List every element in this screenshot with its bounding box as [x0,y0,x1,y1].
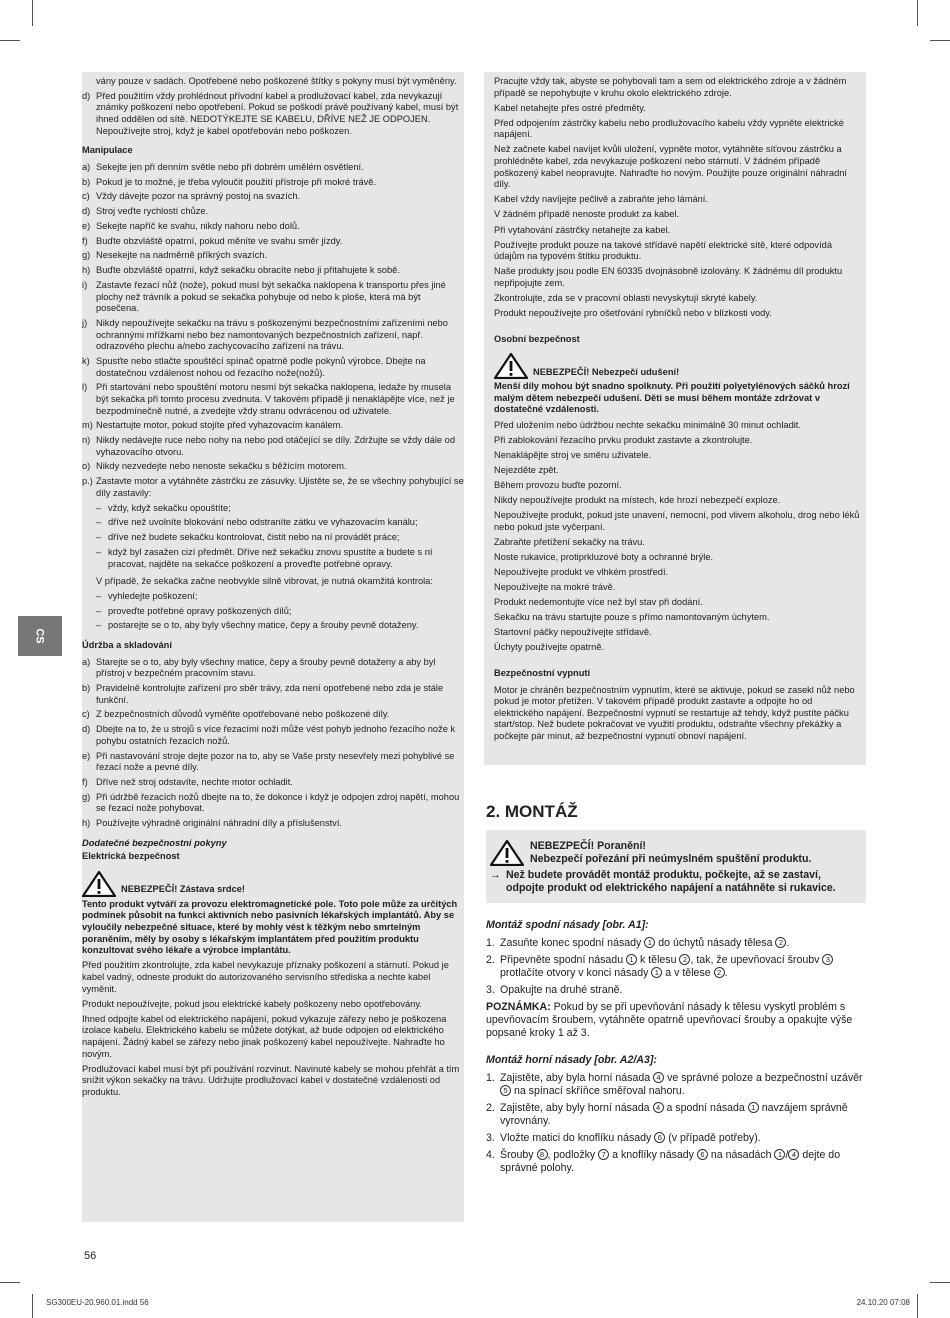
assembly-section [486,802,866,1179]
list-label: h) [82,265,91,276]
paragraph: Než začnete kabel navíjet kvůli uložení, vypněte motor, vytáhněte síťovou zástrčku a prohlédněte kabel, zda nevykazuje poškození nebo stárnutí. V žádném případě poškozený kabel neopravujte. Nahraďte ho novým. Použijte pouze originální náhradní díly. [494,144,848,190]
list-item [82,280,464,315]
list-item [82,476,464,499]
list-label: a) [82,656,91,667]
list-text: Sekejte jen při denním světle nebo při dobrém umělém osvětlení. [96,161,364,172]
list-label: c) [82,709,90,720]
paragraph: Úchyty používejte opatrně. [494,642,605,653]
step-label: 1. [486,1072,495,1084]
language-tab: CS [18,616,62,656]
dash-text: vždy, když sekačku opouštíte; [108,502,231,513]
dash-item [82,547,464,570]
list-text: Pravidelně kontrolujte zařízení pro sběr trávy, zda není opotřebené nebo zda je stále funkční. [96,683,444,705]
paragraph: Při zablokování řezacího prvku produkt zastavte a zkontrolujte. [494,434,753,445]
additional-safety-heading: Dodatečné bezpečnostní pokyny [82,837,227,848]
part-number-icon: 2 [775,937,786,948]
step-text-part: Připevněte spodní násadu [500,954,627,966]
upper-handle-steps [486,1072,866,1175]
list-label: d) [82,206,91,217]
part-number-icon: 4 [788,1149,799,1160]
step-item [486,1149,866,1175]
arrow-right-icon: → [490,869,501,881]
crop-mark [917,0,918,26]
part-number-icon: 6 [654,1132,665,1143]
step-text [500,1132,866,1145]
part-number-icon: 1 [644,937,655,948]
step-label: 4. [486,1149,495,1161]
step-text-part: . [786,937,790,949]
list-item [82,382,464,417]
paragraph: Před odpojením zástrčky kabelu nebo prodlužovacího kabelu vždy vypněte elektrické napájení. [494,117,844,140]
list-text: Stroj veďte rychlostí chůze. [96,206,209,217]
list-label: b) [82,683,91,694]
list-text: Buďte obzvláště opatrní, když sekačku obracíte nebo ji přitahujete k sobě. [96,265,400,276]
step-text-part: dejte do správné polohy. [500,1149,841,1174]
paragraph: Noste rukavice, protiprkluzové boty a ochranné brýle. [494,551,714,562]
warning-triangle-icon [494,353,528,379]
dash-text: postarejte se o to, aby byly všechny matice, čepy a šrouby pevně dotaženy. [108,620,419,631]
step-text-part: / [785,1149,789,1161]
list-text: Dbejte na to, že u strojů s více řezacími noži může vést pohyb jednoho řezacího nože k pohybu ostatních řezacích nožů. [96,724,456,746]
paragraph: Nepoužívejte produkt, pokud jste unavení, nemocní, pod vlivem alkoholu, drog nebo léků nebo pokud jste vyčerpaní. [494,510,860,532]
step-label: 2. [486,1102,495,1114]
suffocation-warning-text: Menší díly mohou být snadno spolknuty. Při použití polyetylénových sáčků hrozí malým dětem nebezpečí udušení. Děti se musí během montáže zdržovat v dostatečné vzdálenosti. [494,381,850,415]
part-number-icon: 1 [651,967,662,978]
step-label: 3. [486,984,495,996]
paragraph: V žádném případě nenoste produkt za kabel. [494,209,680,220]
list-item [82,265,464,277]
safety-shutdown-text: Motor je chráněn bezpečnostním vypnutím, které se aktivuje, pokud se zasekl nůž nebo pokud je motor přetížen. V takovém případě produkt zastavte a odpojte ho od elektrického napájení. Bezpečnostní vypnutí se restartuje až tehdy, když pustíte páčku start/stop. Než budete pokračovat ve využití produktu, odstraňte všechny překážky a počkejte pár minut, až bezpečnostní vypnutí obnoví napájení. [494,684,855,742]
list-text: Starejte se o to, aby byly všechny matice, čepy a šrouby pevně dotaženy a aby byl přístroj v bezpečném pracovním stavu. [96,656,436,679]
list-text: Nikdy nezvedejte nebo nenoste sekačku s běžícím motorem. [96,461,347,472]
list-text: Vždy dávejte pozor na správný postoj na svazích. [96,191,301,202]
list-label: n) [82,435,91,446]
vibration-intro: V případě, že sekačka začne neobvykle silně vibrovat, je nutná okamžitá kontrola: [96,576,433,587]
crop-mark [32,1294,33,1318]
paragraph: Používejte produkt pouze na takové střídavé napětí elektrické sítě, které odpovídá údajům na typovém štítku produktu. [494,239,832,262]
list-label: p.) [82,476,93,487]
list-text: Nestartujte motor, pokud stojíte před vyhazovacím kanálem. [96,420,344,431]
step-text-part: (v případě potřeby). [665,1132,761,1144]
electrical-paragraphs-continued [486,76,866,320]
dash-icon: – [96,620,102,631]
step-text-part: . [724,967,728,979]
warning-triangle-icon [82,871,116,897]
dash-text: vyhledejte poškození; [108,590,198,601]
suffocation-warning: NEBEZPEČÍ! Nebezpečí udušení! [486,353,866,379]
list-label: f) [82,235,88,246]
list-text: Dříve než stroj odstavíte, nechte motor ochladit. [96,776,293,787]
dash-text: dříve než uvolníte blokování nebo odstraníte zátku ve vyhazovacím kanálu; [108,517,418,528]
list-item [82,236,464,248]
part-number-icon: 8 [537,1149,548,1160]
paragraph: Před uložením nebo údržbou nechte sekačku minimálně 30 minut ochladit. [494,419,801,430]
crop-mark [930,40,950,41]
list-label: m) [82,420,93,431]
list-text: Při údržbě řezacích nožů dbejte na to, že dokonce i když je odpojen zdroj napětí, mohou se řezací nože pohybovat. [96,791,460,814]
right-column [486,76,866,746]
danger-subtitle: Nebezpečí pořezání při neúmyslném spuštění produktu. [530,853,812,865]
list-item [82,221,464,233]
dash-item [82,620,464,632]
list-item [82,818,464,830]
part-number-icon: 5 [500,1085,511,1096]
list-label: f) [82,776,88,787]
paragraph: Produkt nedemontujte více než byl stav při dodání. [494,597,703,608]
list-text: Zastavte motor a vytáhněte zástrčku ze zásuvky. Ujistěte se, že se všechny pohybující se díly zastavily: [96,476,464,498]
paragraph: Startovní páčky nepoužívejte střídavě. [494,627,652,638]
dash-item [82,606,464,618]
crop-mark [0,40,20,41]
dash-text: když byl zasažen cizí předmět. Dříve než sekačku znovu spustíte a budete s ní pracovat, najděte na sekačce poškození a proveďte potřebné opravy. [108,546,433,569]
paragraph: Nejezděte zpět. [494,464,559,475]
safety-shutdown-heading: Bezpečnostní vypnutí [494,668,591,679]
footer-date: 24.10.20 07:08 [856,1298,910,1307]
step-text-part: do úchytů násady tělesa [655,937,776,949]
step-text-part: Opakujte na druhé straně. [500,984,623,996]
list-text: Spusťte nebo stlačte spouštěcí spínač opatrně podle pokynů výrobce. Dbejte na dostatečnou vzdálenost nohou od řezacího nože(nožů). [96,355,426,378]
paragraph: Kabel vždy navíjejte pečlivě a zabraňte jeho lámání. [494,194,708,205]
dash-icon: – [96,605,102,616]
list-item [82,777,464,789]
part-number-icon: 4 [653,1072,664,1083]
part-number-icon: 2 [679,954,690,965]
list-text: Sekejte napříč ke svahu, nikdy nahoru nebo dolů. [96,220,300,231]
list-item [82,709,464,721]
paragraph: Nenaklápějte stroj ve směru uživatele. [494,449,652,460]
paragraph: Produkt nepoužívejte pro ošetřování rybníčků nebo v blízkosti vody. [494,308,772,319]
part-number-icon: 4 [653,1102,664,1113]
step-text-part: Zajistěte, aby byla horní násada [500,1072,654,1084]
list-label: o) [82,461,91,472]
list-label: d) [82,724,91,735]
manipulation-list [82,162,464,500]
list-text: Při startování nebo spouštění motoru nesmí být sekačka naklopena, ledaže by musela být sekačka při tomto procesu zvednuta. V takovém případě ji nenaklápějte více, než je bezpodmínečně nutné, a zvedejte vždy stranu odvrácenou od uživatele. [96,382,455,416]
crop-mark [917,1294,918,1318]
list-text: Při nastavování stroje dejte pozor na to, aby se Vaše prsty nesevřely mezi pohyblivé se řezací nože a pevné díly. [96,750,455,773]
list-item [82,461,464,473]
maintenance-heading: Údržba a skladování [82,640,172,651]
upper-handle-heading: Montáž horní násady [obr. A2/A3]: [486,1054,657,1066]
step-item [486,1102,866,1128]
list-text: Z bezpečnostních důvodů vyměňte opotřebované nebo poškozené díly. [96,709,390,720]
step-text [500,954,866,980]
step-item [486,1072,866,1098]
list-label: g) [82,250,91,261]
list-label: k) [82,355,90,366]
paragraph: Nepoužívejte na mokré trávě. [494,582,616,593]
list-item [82,724,464,747]
list-label: e) [82,750,91,761]
paragraph: Sekačku na trávu startujte pouze s přímo namontovaným úchytem. [494,612,770,623]
injury-danger-box [486,830,866,903]
list-text: Zastavte řezací nůž (nože), pokud musí být sekačka naklopena k transportu přes jiné plochy než trávník a pokud se sekačka pohybuje od nebo k ploše, která má být posečena. [96,280,446,314]
list-item [82,206,464,218]
part-number-icon: 6 [697,1149,708,1160]
list-label: i) [82,280,88,290]
paragraph: Před použitím zkontrolujte, zda kabel nevykazuje příznaky poškození a stárnutí. Pokud je kabel vadný, odneste produkt do autorizovaného servisního střediska a nechte kabel vyměnit. [82,960,449,994]
list-label: a) [82,161,91,172]
step-text-part: na spínací skříňce směřoval nahoru. [511,1085,685,1097]
step-text-part: , podložky [547,1149,599,1161]
step-text-part: a spodní násada [663,1102,748,1114]
list-item [82,792,464,815]
danger-title: NEBEZPEČÍ! Poranění! [530,840,646,852]
maintenance-list [82,657,464,830]
list-label: j) [82,317,88,328]
list-item [82,250,464,262]
step-text-part: , tak, že upevňovací šroubv [690,954,823,966]
list-label: c) [82,191,90,202]
paragraph: Zkontrolujte, zda se v pracovní oblasti nevyskytují skryté kabely. [494,293,758,303]
step-text-part: protlačíte otvory v konci násady [500,967,652,979]
list-item [82,356,464,379]
part-number-icon: 1 [774,1149,785,1160]
step-text-part: Šrouby [500,1149,537,1161]
crop-mark [930,1282,950,1283]
heart-warning: NEBEZPEČÍ! Zástava srdce! [82,871,464,897]
list-item: d) Před použitím vždy prohlédnout přívodní kabel a prodlužovací kabel, zda nevykazují známky poškození nebo opotřebení. Pokud se poškodí právě používaný kabel, musí být ihned oddělen od sítě. NEDOTÝKEJTE SE KABELU, DŘÍVE NEŽ JE ODPOJEN. Nepoužívejte stroj, když je kabel opotřebován nebo poškozen. [82,90,459,136]
list-text: Buďte obzvláště opatrní, pokud měníte ve svahu směr jízdy. [96,235,343,246]
step-text-part: navzájem správně vyrovnány. [500,1102,848,1127]
step-text [500,984,866,997]
list-item [82,657,464,680]
step-text [500,1149,866,1175]
dash-text: proveďte potřebné opravy poškozených dílů; [108,605,292,616]
step-text-part: Zajistěte, aby byly horní násada [500,1102,653,1114]
paragraph: Prodlužovací kabel musí být při používání rozvinut. Navinuté kabely se mohou přehřát a tím snížit výkon sekačky na trávu. Udržujte prodlužovací kabel v dostatečné vzdálenosti od produktu. [82,1063,460,1097]
part-number-icon: 1 [626,954,637,965]
electrical-safety-heading: Elektrická bezpečnost [82,851,180,862]
heart-warning-text: Tento produkt vytváří za provozu elektromagnetické pole. Toto pole může za určitých podmínek působit na funkci aktivních nebo pasivních lékařských implantátů. Aby se vyloučily nebezpečné situace, které by mohly vést k těžkým nebo smrtelným poraněním, měly by osoby s lékařským implantátem před použitím produktu konzultovat svého lékaře a výrobce implantátu. [82,898,458,956]
danger-instruction: → Než budete provádět montáž produktu, počkejte, až se zastaví, odpojte produkt od elektrického napájení a natáhněte si rukavice. [490,869,836,894]
dash-icon: – [96,532,102,543]
dash-item [82,591,464,603]
step-text-part: a knoflíky násady [609,1149,697,1161]
step-item [486,984,866,997]
personal-safety-paragraphs [486,420,866,655]
dash-item [82,503,464,515]
paragraph: Naše produkty jsou podle EN 60335 dvojnásobně izolovány. K žádnému díl produktu nepřipojujte zem. [494,266,843,288]
step-text-part: na násadách [707,1149,775,1161]
list-text: Nikdy nedávejte ruce nebo nohy na nebo pod otáčející se díly. Zdržujte se vždy dále od vyhazovacího otvoru. [96,435,456,457]
step-label: 1. [486,937,495,949]
list-text: Pokud je to možné, je třeba vyloučit použití přístroje při mokré trávě. [96,176,377,187]
step-text-part: ve správné poloze a bezpečnostní uzávěr [664,1072,863,1084]
page-number: 56 [84,1250,97,1262]
step-item [486,937,866,950]
paragraph: Při vytahování zástrčky netahejte za kabel. [494,224,671,235]
part-number-icon: 3 [822,954,833,965]
step-label: 3. [486,1132,495,1144]
crop-mark [32,0,33,26]
list-text: Nikdy nepoužívejte sekačku na trávu s poškozenými bezpečnostními zařízeními nebo ochrannými mřížkami nebo bez namontovaných bezpečnostních zařízení, např. odrazového plechu a/nebo zachycovacího zařízení na trávu. [96,317,448,352]
step-text [500,1102,866,1128]
footer-file: SG300EU-20.960.01.indd 56 [46,1298,149,1307]
step-text-part: Zasuňte konec spodní násady [500,937,645,949]
paragraph: Kabel netahejte přes ostré předměty. [494,102,646,113]
paragraph: Zabraňte přetížení sekačky na trávu. [494,536,645,547]
list-item [82,683,464,706]
dash-icon: – [96,590,102,601]
list-label: l) [82,382,88,393]
part-number-icon: 7 [598,1149,609,1160]
paragraph: Produkt nepoužívejte, pokud jsou elektrické kabely poškozeny nebo opotřebovány. [82,998,422,1009]
part-number-icon: 2 [714,967,725,978]
step-item [486,1132,866,1145]
electrical-paragraphs [82,960,464,1098]
note: POZNÁMKA: Pokud by se při upevňování násady k tělesu vyskytl problém s upevňovacím šroubem, vytáhněte opatrně upevňovací šrouby a opakujte výše popsané kroky 1 až 3. [486,1001,853,1039]
vibration-list [82,591,464,632]
step-item [486,954,866,980]
list-item [82,177,464,189]
paragraph: Nepoužívejte produkt ve vlhkém prostředí. [494,567,669,577]
step-text-part: k tělesu [637,954,680,966]
part-number-icon: 1 [748,1102,759,1113]
list-text: Nesekejte na nadměrně příkrých svazích. [96,250,268,261]
dash-item [82,517,464,529]
paragraph: Ihned odpojte kabel od elektrického napájení, pokud vykazuje zářezy nebo je poškozena izolace kabelu. Elektrického kabelu se můžete dotýkat, až bude odpojen od elektrického napájení. Žádný kabel se zářezy nebo jinak poškozený kabel nepoužívejte. Nahraďte ho novým. [82,1013,447,1059]
list-label: b) [82,176,91,187]
list-label: h) [82,818,91,829]
list-item [82,191,464,203]
intro-text: vány pouze v sadách. Opotřebené nebo poškozené štítky s pokyny musí být vyměněny. [96,76,457,86]
list-item [82,318,464,353]
paragraph: Pracujte vždy tak, abyste se pohybovali tam a sem od elektrického zdroje a v žádném případě se nepohybujte v kruhu okolo elektrického zdroje. [494,76,847,98]
dash-icon: – [96,502,102,513]
list-text: Používejte výhradně originální náhradní díly a příslušenství. [96,818,342,829]
dash-text: dříve než budete sekačku kontrolovat, čistit nebo na ní provádět práce; [108,532,400,543]
personal-safety-heading: Osobní bezpečnost [494,333,580,344]
lower-handle-heading: Montáž spodní násady [obr. A1]: [486,919,649,931]
list-label: e) [82,220,91,231]
list-item [82,420,464,432]
list-item [82,751,464,774]
step-text-part: a v tělese [662,967,714,979]
step-text [500,937,866,950]
section-title: 2. MONTÁŽ [486,802,578,821]
dash-item [82,532,464,544]
step-text-part: Vložte matici do knoflíku násady [500,1132,655,1144]
list-item [82,435,464,458]
warning-triangle-icon [490,840,524,866]
lower-handle-steps [486,937,866,997]
step-label: 2. [486,954,495,966]
stop-conditions-list [82,503,464,571]
paragraph: Nikdy nepoužívejte produkt na místech, kde hrozí nebezpečí exploze. [494,495,781,506]
dash-icon: – [96,517,102,528]
dash-icon: – [96,546,102,557]
list-label: g) [82,791,91,802]
manipulation-heading: Manipulace [82,145,133,156]
step-text [500,1072,866,1098]
left-column [82,76,464,1102]
crop-mark [0,1282,20,1283]
list-item [82,162,464,174]
paragraph: Během provozu buďte pozorní. [494,479,622,490]
